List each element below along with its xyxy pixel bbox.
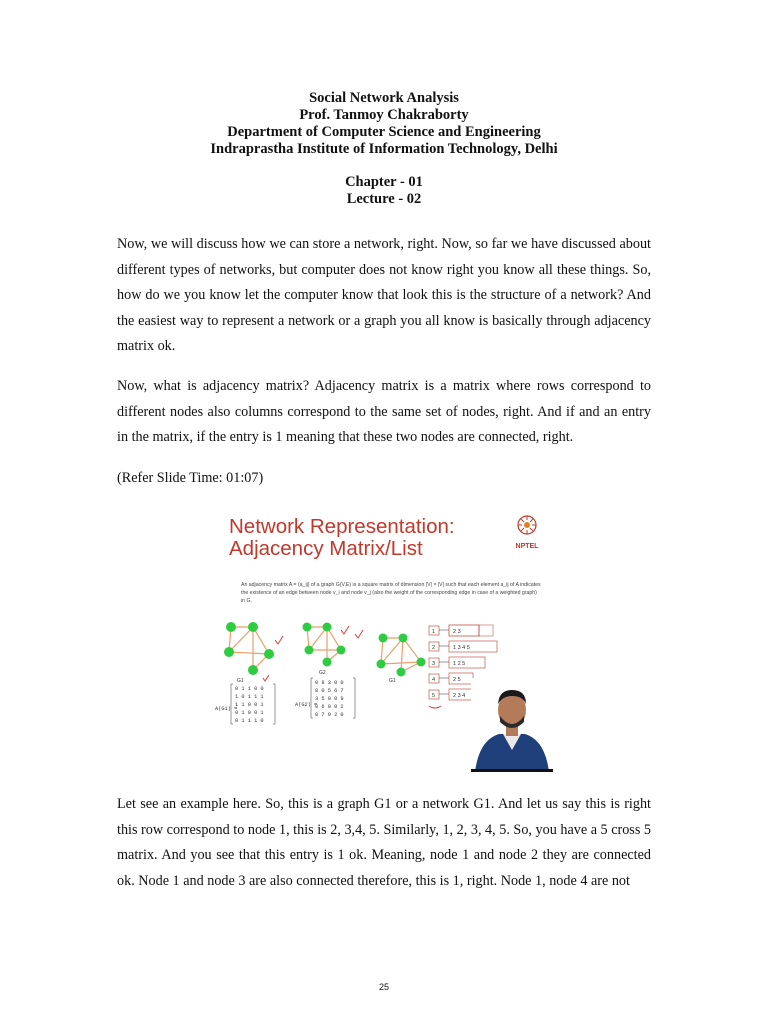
institute-name: Indraprastha Institute of Information Technology, Delhi bbox=[210, 141, 558, 157]
svg-text:2: 2 bbox=[432, 645, 436, 651]
adjacency-definition: An adjacency matrix A = (a_ij) of a graph G(V,E) is a square matrix of dimension |V| × |V| such that each element a_ij of A indicates the existence of an edge between node v_i and node v_j (also the weight of the corresponding edge in case of a weighted graph) in G. bbox=[241, 582, 541, 605]
graph-g2 bbox=[303, 623, 346, 677]
adjacency-matrix-g1 bbox=[215, 684, 275, 724]
nptel-logo bbox=[507, 514, 547, 550]
svg-text:1: 1 bbox=[432, 629, 436, 635]
nptel-emblem-icon bbox=[516, 514, 538, 536]
graph-g1 bbox=[224, 622, 274, 684]
graph-g3-label: G1 bbox=[389, 678, 396, 684]
matrix-g2-row: 0 8 3 0 0 bbox=[315, 680, 344, 686]
chapter-number: Chapter - 01 bbox=[345, 174, 423, 190]
slide-title bbox=[229, 516, 509, 560]
svg-text:2 3: 2 3 bbox=[453, 629, 461, 635]
handwritten-annotations bbox=[263, 626, 441, 708]
matrix-g2-label: A(G2) = bbox=[295, 702, 318, 708]
matrix-g1-row: 0 1 0 0 1 bbox=[235, 710, 264, 716]
matrix-g1-row: 1 1 0 0 1 bbox=[235, 702, 264, 708]
list-item bbox=[429, 625, 493, 636]
list-item bbox=[429, 641, 497, 652]
nptel-logo-text: NPTEL bbox=[515, 543, 539, 550]
document-header bbox=[0, 90, 768, 158]
graph-g1-label: G1 bbox=[237, 678, 244, 684]
matrix-g2-row: 0 7 9 2 0 bbox=[315, 712, 344, 718]
svg-text:1 2 5: 1 2 5 bbox=[453, 661, 466, 667]
matrix-g1-row: 0 1 1 0 0 bbox=[235, 686, 264, 692]
lecture-slide bbox=[215, 510, 553, 772]
svg-text:1 3 4 5: 1 3 4 5 bbox=[453, 645, 470, 651]
svg-text:4: 4 bbox=[432, 677, 436, 683]
adjacency-matrix-g2 bbox=[295, 678, 355, 718]
paragraph-1: Now, we will discuss how we can store a network, right. Now, so far we have discussed about different types of networks, but computer does not know right you know all these things. So, how do we you know let the computer know that look this is the structure of a network? And the easiest way to represent a network or a graph you all know is basically through adjacency matrix ok. bbox=[117, 236, 651, 355]
slide-time-reference: (Refer Slide Time: 01:07) bbox=[117, 470, 264, 486]
paragraph-4: Let see an example here. So, this is a graph G1 or a network G1. And let us say this is right this row correspond to node 1, this is 2, 3,4, 5. Similarly, 1, 2, 3, 4, 5. So, you have a 5 cross 5 matrix. And you see that this entry is 1 ok. Meaning, node 1 and node 2 they are connected ok. Node 1 and node 3 are also connected therefore, this is 1, right. Node 1, node 4 are not bbox=[117, 796, 651, 889]
course-title: Social Network Analysis bbox=[309, 90, 459, 106]
matrix-g2-row: 0 6 0 0 2 bbox=[315, 704, 344, 710]
matrix-g1-row: 1 0 1 1 1 bbox=[235, 694, 264, 700]
page-number: 25 bbox=[378, 982, 389, 992]
chapter-heading bbox=[0, 174, 768, 208]
lecture-number: Lecture - 02 bbox=[346, 191, 422, 207]
svg-text:2 3 4: 2 3 4 bbox=[453, 693, 466, 699]
svg-text:5: 5 bbox=[432, 693, 436, 699]
presenter-image bbox=[471, 678, 553, 772]
slide-title-line-1: Network Representation: bbox=[229, 515, 455, 538]
matrix-g1-label: A(G1) = bbox=[215, 706, 238, 712]
slide-title-line-2: Adjacency Matrix/List bbox=[229, 537, 423, 560]
professor-name: Prof. Tanmoy Chakraborty bbox=[299, 107, 469, 123]
matrix-g2-row: 8 0 5 6 7 bbox=[315, 688, 344, 694]
svg-text:2 5: 2 5 bbox=[453, 677, 461, 683]
graph-g1-list bbox=[377, 634, 426, 685]
graph-g2-label: G2 bbox=[319, 670, 326, 676]
paragraph-2: Now, what is adjacency matrix? Adjacency matrix is a matrix where rows correspond to different nodes also columns correspond to the same set of nodes, right. And if and an entry in the matrix, if the entry is 1 meaning that these two nodes are connected, right. bbox=[117, 378, 651, 446]
list-item bbox=[429, 673, 473, 684]
svg-text:3: 3 bbox=[432, 661, 436, 667]
department-name: Department of Computer Science and Engineering bbox=[227, 124, 541, 140]
matrix-g2-row: 3 5 0 0 9 bbox=[315, 696, 344, 702]
matrix-g1-row: 0 1 1 1 0 bbox=[235, 718, 264, 724]
list-item bbox=[429, 657, 485, 668]
